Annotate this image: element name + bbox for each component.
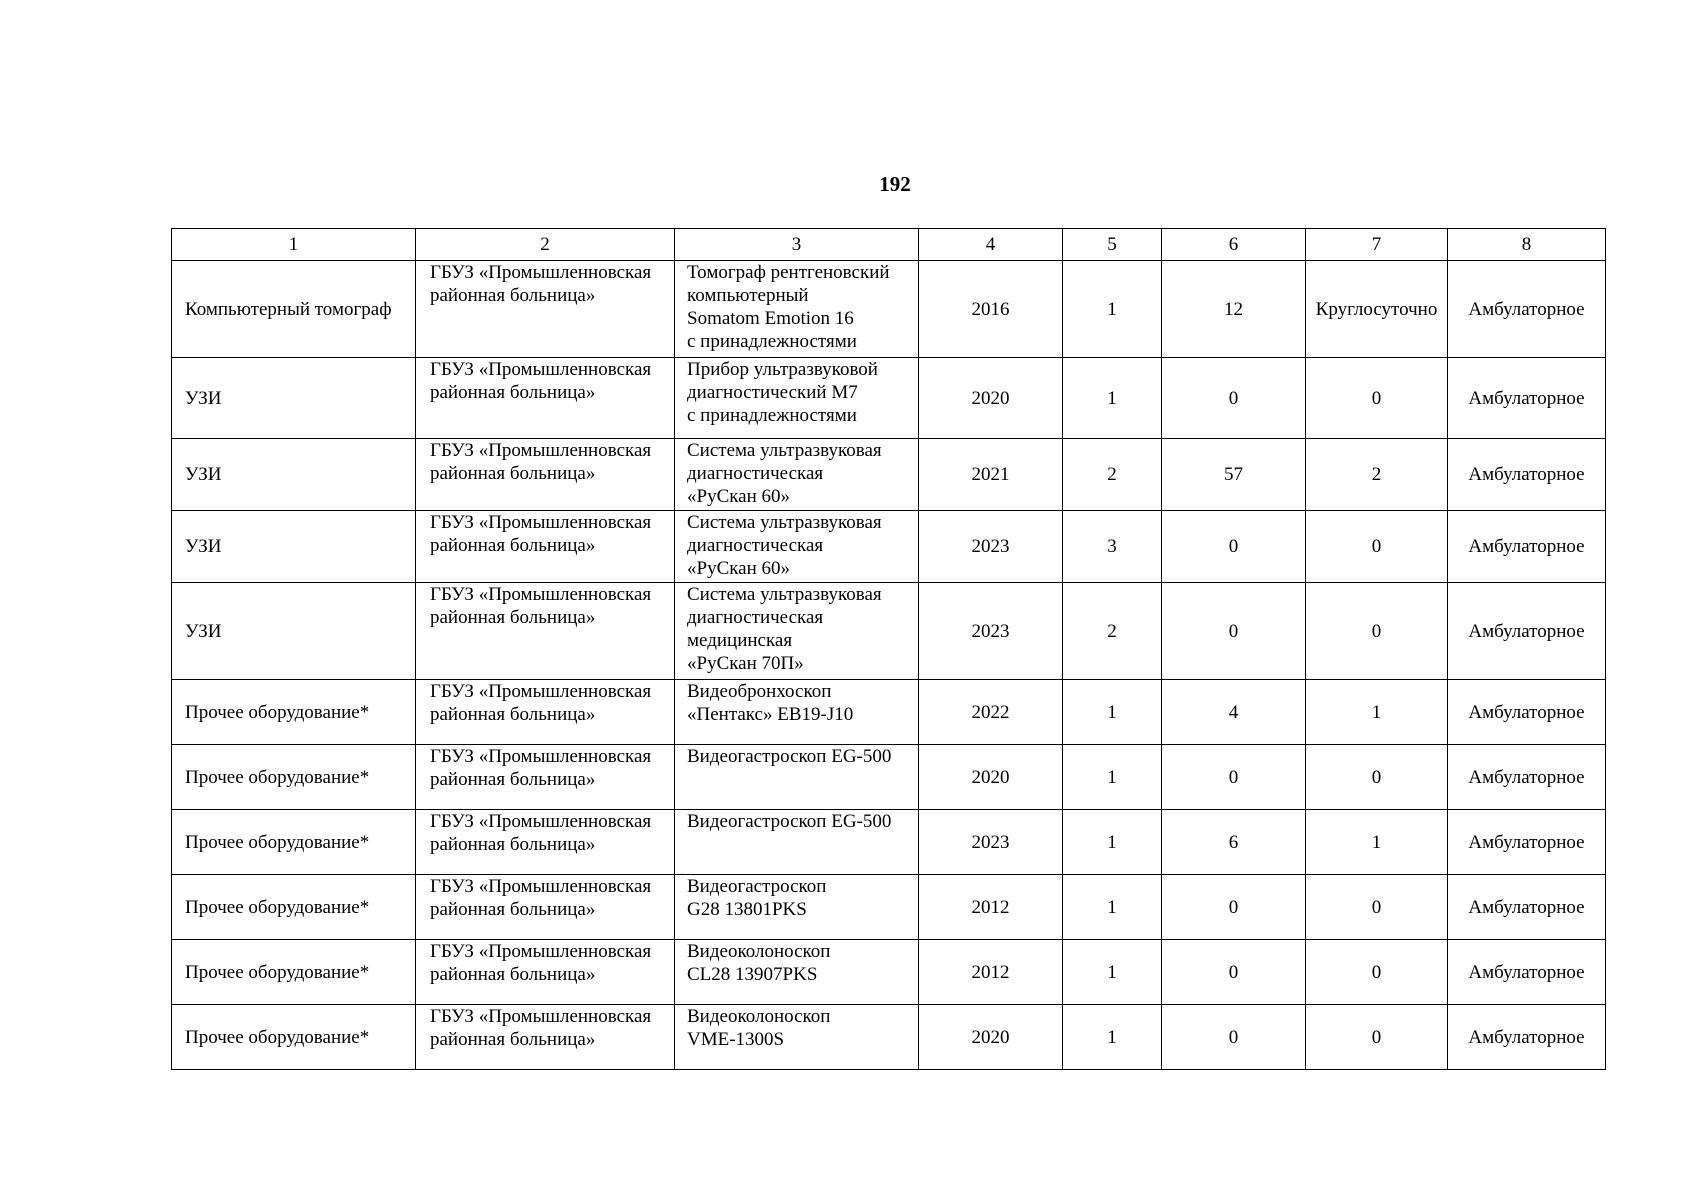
column-6-cell: 0 — [1162, 511, 1306, 583]
work-mode-cell: 0 — [1306, 583, 1448, 680]
device-name-cell: Видеогастроскоп EG-500 — [675, 810, 919, 875]
device-name-cell: Видеоколоноскоп CL28 13907PKS — [675, 940, 919, 1005]
year-cell: 2012 — [919, 940, 1063, 1005]
table-row — [172, 680, 1606, 745]
work-mode-cell: 0 — [1306, 875, 1448, 940]
year-cell: 2023 — [919, 810, 1063, 875]
work-mode-cell: 2 — [1306, 439, 1448, 511]
column-6-cell: 0 — [1162, 358, 1306, 439]
quantity-cell: 1 — [1063, 261, 1162, 358]
organization-cell: ГБУЗ «Промышленновская районная больница» — [416, 1005, 675, 1070]
column-header: 1 — [172, 229, 416, 261]
care-type-cell: Амбулаторное — [1448, 745, 1606, 810]
year-cell: 2020 — [919, 745, 1063, 810]
organization-cell: ГБУЗ «Промышленновская районная больница» — [416, 875, 675, 940]
organization-cell: ГБУЗ «Промышленновская районная больница» — [416, 810, 675, 875]
care-type-cell: Амбулаторное — [1448, 810, 1606, 875]
table-row — [172, 439, 1606, 511]
equipment-type-cell: УЗИ — [172, 439, 416, 511]
device-name-cell: Прибор ультразвуковой диагностический М7 с принадлежностями — [675, 358, 919, 439]
device-name-cell: Видеобронхоскоп «Пентакс» EB19-J10 — [675, 680, 919, 745]
column-header: 7 — [1306, 229, 1448, 261]
column-header: 5 — [1063, 229, 1162, 261]
care-type-cell: Амбулаторное — [1448, 875, 1606, 940]
work-mode-cell: 1 — [1306, 680, 1448, 745]
care-type-cell: Амбулаторное — [1448, 680, 1606, 745]
work-mode-cell: 0 — [1306, 1005, 1448, 1070]
organization-cell: ГБУЗ «Промышленновская районная больница» — [416, 439, 675, 511]
year-cell: 2021 — [919, 439, 1063, 511]
organization-cell: ГБУЗ «Промышленновская районная больница» — [416, 511, 675, 583]
work-mode-cell: 0 — [1306, 745, 1448, 810]
column-header: 3 — [675, 229, 919, 261]
equipment-type-cell: Прочее оборудование* — [172, 875, 416, 940]
table-row — [172, 875, 1606, 940]
work-mode-cell: Круглосуточно — [1306, 261, 1448, 358]
quantity-cell: 1 — [1063, 745, 1162, 810]
care-type-cell: Амбулаторное — [1448, 1005, 1606, 1070]
care-type-cell: Амбулаторное — [1448, 261, 1606, 358]
device-name-cell: Видеоколоноскоп VME-1300S — [675, 1005, 919, 1070]
column-header: 8 — [1448, 229, 1606, 261]
work-mode-cell: 0 — [1306, 511, 1448, 583]
organization-cell: ГБУЗ «Промышленновская районная больница» — [416, 680, 675, 745]
table-row — [172, 940, 1606, 1005]
table-row — [172, 583, 1606, 680]
care-type-cell: Амбулаторное — [1448, 439, 1606, 511]
organization-cell: ГБУЗ «Промышленновская районная больница» — [416, 745, 675, 810]
care-type-cell: Амбулаторное — [1448, 511, 1606, 583]
care-type-cell: Амбулаторное — [1448, 358, 1606, 439]
column-6-cell: 57 — [1162, 439, 1306, 511]
year-cell: 2023 — [919, 511, 1063, 583]
organization-cell: ГБУЗ «Промышленновская районная больница» — [416, 358, 675, 439]
work-mode-cell: 1 — [1306, 810, 1448, 875]
table-row — [172, 358, 1606, 439]
quantity-cell: 1 — [1063, 875, 1162, 940]
device-name-cell: Система ультразвуковая диагностическая «РуСкан 60» — [675, 511, 919, 583]
work-mode-cell: 0 — [1306, 358, 1448, 439]
column-6-cell: 12 — [1162, 261, 1306, 358]
table-row — [172, 511, 1606, 583]
table-row — [172, 261, 1606, 358]
equipment-type-cell: Прочее оборудование* — [172, 680, 416, 745]
equipment-table — [171, 228, 1606, 1070]
quantity-cell: 1 — [1063, 680, 1162, 745]
column-6-cell: 6 — [1162, 810, 1306, 875]
organization-cell: ГБУЗ «Промышленновская районная больница» — [416, 940, 675, 1005]
year-cell: 2012 — [919, 875, 1063, 940]
column-6-cell: 0 — [1162, 875, 1306, 940]
year-cell: 2020 — [919, 1005, 1063, 1070]
column-6-cell: 0 — [1162, 583, 1306, 680]
organization-cell: ГБУЗ «Промышленновская районная больница» — [416, 261, 675, 358]
device-name-cell: Видеогастроскоп EG-500 — [675, 745, 919, 810]
year-cell: 2016 — [919, 261, 1063, 358]
quantity-cell: 1 — [1063, 810, 1162, 875]
equipment-type-cell: Прочее оборудование* — [172, 745, 416, 810]
quantity-cell: 1 — [1063, 940, 1162, 1005]
organization-cell: ГБУЗ «Промышленновская районная больница» — [416, 583, 675, 680]
column-6-cell: 0 — [1162, 745, 1306, 810]
quantity-cell: 1 — [1063, 1005, 1162, 1070]
table-row — [172, 1005, 1606, 1070]
column-6-cell: 0 — [1162, 1005, 1306, 1070]
device-name-cell: Томограф рентгеновский компьютерный Somatom Emotion 16 с принадлежностями — [675, 261, 919, 358]
equipment-type-cell: Прочее оборудование* — [172, 1005, 416, 1070]
column-header: 6 — [1162, 229, 1306, 261]
device-name-cell: Видеогастроскоп G28 13801PKS — [675, 875, 919, 940]
device-name-cell: Система ультразвуковая диагностическая «РуСкан 60» — [675, 439, 919, 511]
quantity-cell: 2 — [1063, 583, 1162, 680]
care-type-cell: Амбулаторное — [1448, 583, 1606, 680]
column-6-cell: 4 — [1162, 680, 1306, 745]
page-number: 192 — [879, 172, 911, 196]
quantity-cell: 3 — [1063, 511, 1162, 583]
care-type-cell: Амбулаторное — [1448, 940, 1606, 1005]
equipment-type-cell: Компьютерный томограф — [172, 261, 416, 358]
device-name-cell: Система ультразвуковая диагностическая медицинская «РуСкан 70П» — [675, 583, 919, 680]
quantity-cell: 1 — [1063, 358, 1162, 439]
equipment-type-cell: Прочее оборудование* — [172, 810, 416, 875]
year-cell: 2022 — [919, 680, 1063, 745]
column-header: 4 — [919, 229, 1063, 261]
year-cell: 2023 — [919, 583, 1063, 680]
quantity-cell: 2 — [1063, 439, 1162, 511]
equipment-type-cell: УЗИ — [172, 358, 416, 439]
table-row — [172, 810, 1606, 875]
equipment-type-cell: Прочее оборудование* — [172, 940, 416, 1005]
year-cell: 2020 — [919, 358, 1063, 439]
equipment-type-cell: УЗИ — [172, 511, 416, 583]
table-header-row — [172, 229, 1606, 261]
table-row — [172, 745, 1606, 810]
column-6-cell: 0 — [1162, 940, 1306, 1005]
equipment-type-cell: УЗИ — [172, 583, 416, 680]
column-header: 2 — [416, 229, 675, 261]
work-mode-cell: 0 — [1306, 940, 1448, 1005]
